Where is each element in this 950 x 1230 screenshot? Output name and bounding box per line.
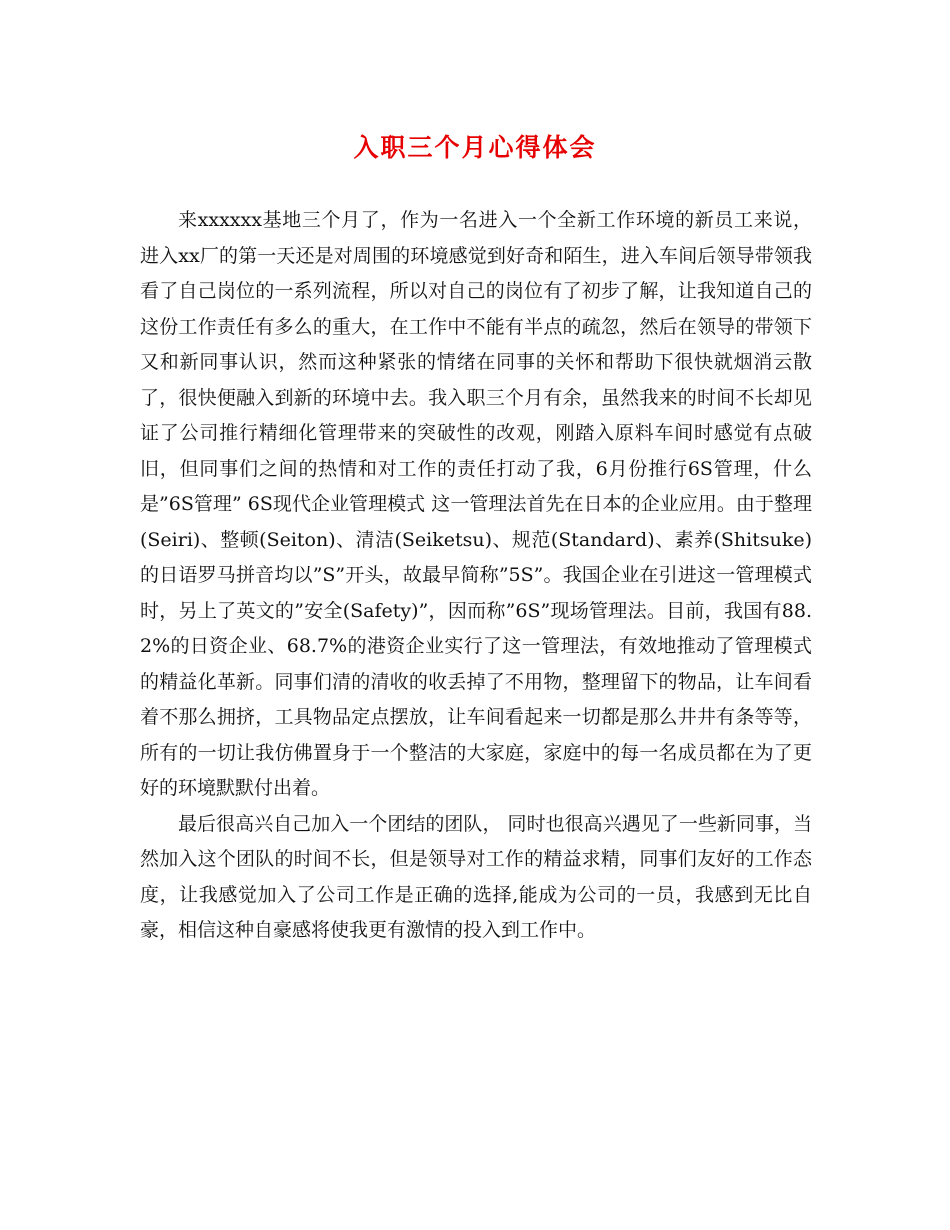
document-title: 入职三个月心得体会 xyxy=(353,133,597,162)
body-paragraph-1: 来xxxxxx基地三个月了，作为一名进入一个全新工作环境的新员工来说，进入xx厂的第一天还是对周围的环境感觉到好奇和陌生，进入车间后领导带领我看了自己岗位的一系列流程，所以对自己的岗位有了初步了解，让我知道自己的这份工作责任有多么的重大，在工作中不能有半点的疏忽，然后在领导的带领下又和新同事认识，然而这种紧张的情绪在同事的关怀和帮助下很快就烟消云散了，很快便融入到新的环境中去。我入职三个月有余，虽然我来的时间不长却见证了公司推行精细化管理带来的突破性的改观，刚踏入原料车间时感觉有点破旧，但同事们之间的热情和对工作的责任打动了我，6月份推行6S管理，什么是”6S管理” 6S现代企业管理模式 这一管理法首先在日本的企业应用。由于整理(Seiri)、整顿(Seiton)、清洁(Seiketsu)、规范(Standard)、素养(Shitsuke)的日语罗马拼音均以”S”开头，故最早简称”5S”。我国企业在引进这一管理模式时，另上了英文的”安全(Safety)”，因而称”6S”现场管理法。目前，我国有88.2%的日资企业、68.7%的港资企业实行了这一管理法，有效地推动了管理模式的精益化革新。同事们清的清收的收丢掉了不用物，整理留下的物品，让车间看着不那么拥挤，工具物品定点摆放，让车间看起来一切都是那么井井有条等等，所有的一切让我仿佛置身于一个整洁的大家庭，家庭中的每一名成员都在为了更好的环境默默付出着。 xyxy=(140,209,812,799)
document-body xyxy=(140,203,812,949)
body-paragraph-2: 最后很高兴自己加入一个团结的团队， 同时也很高兴遇见了一些新同事，当然加入这个团队的时间不长，但是领导对工作的精益求精，同事们友好的工作态度，让我感觉加入了公司工作是正确的选择,能成为公司的一员，我感到无比自豪，相信这种自豪感将使我更有激情的投入到工作中。 xyxy=(140,812,812,941)
